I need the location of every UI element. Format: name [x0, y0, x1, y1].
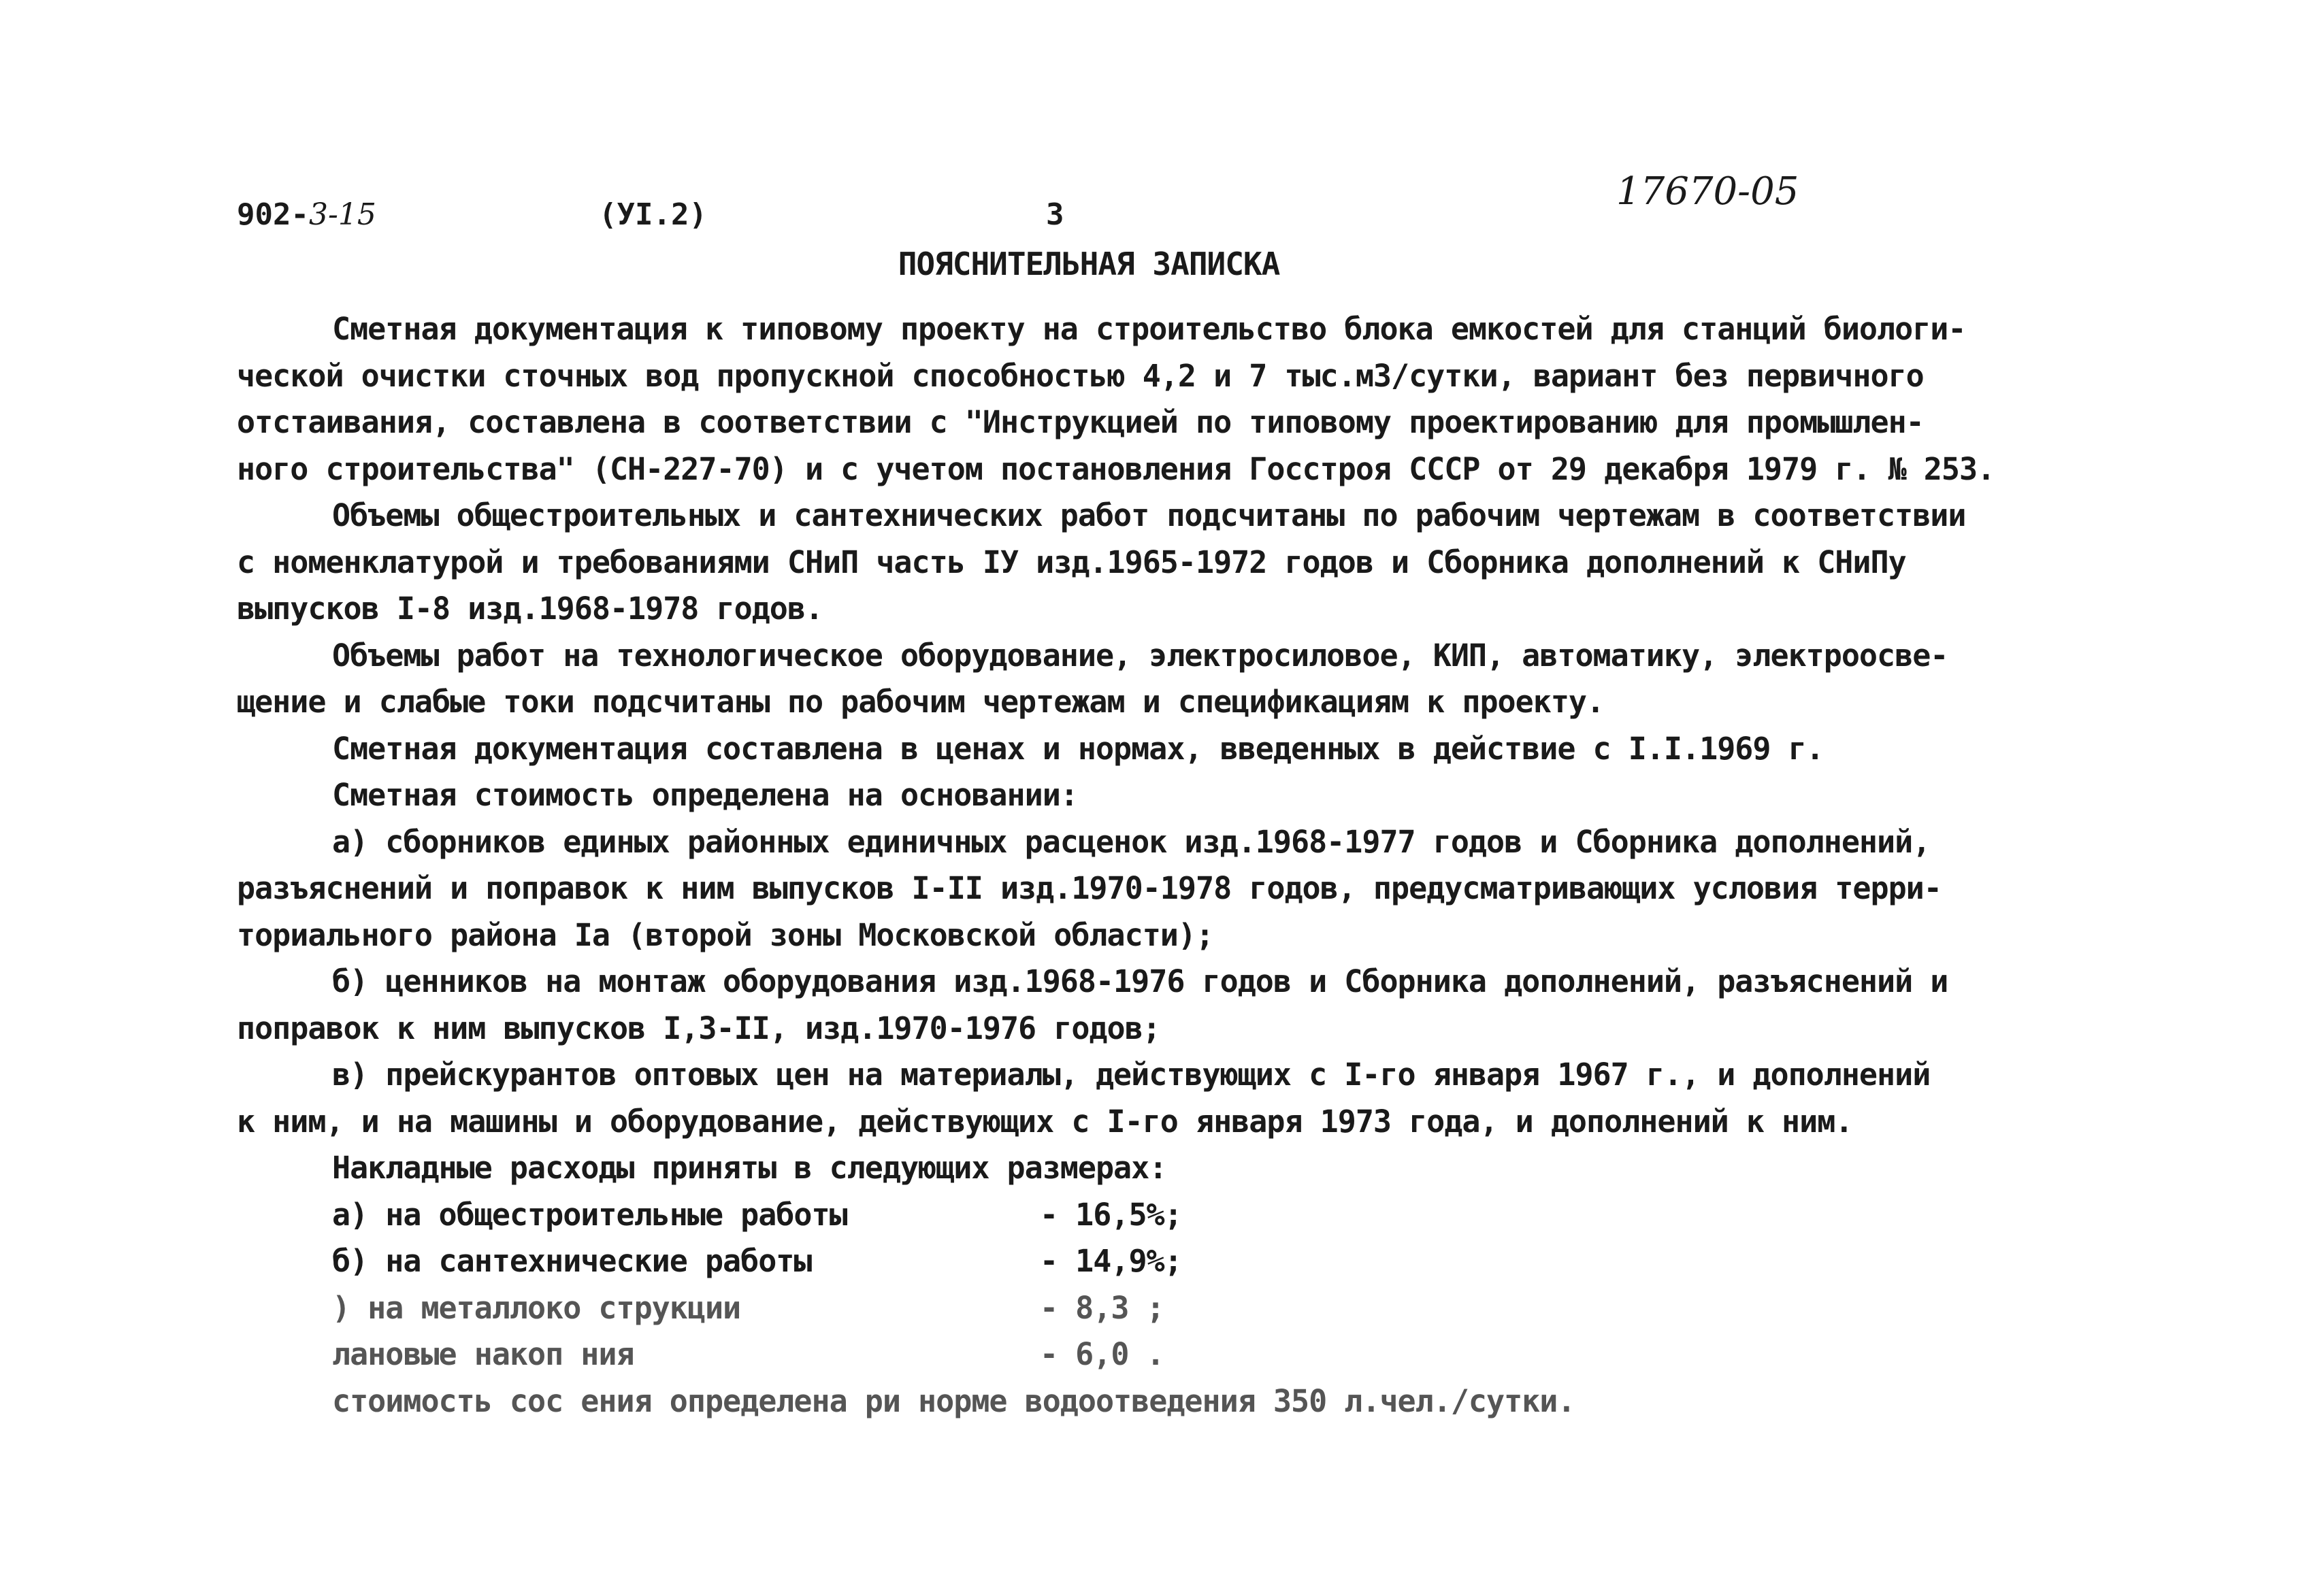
- body-line: разъяснений и поправок к ним выпусков I-II изд.1970-1978 годов, предусматривающих условия терри-: [237, 870, 1942, 906]
- body-line: выпусков I-8 изд.1968-1978 годов.: [237, 591, 823, 627]
- body-line: Сметная документация составлена в ценах и нормах, введенных в действие с I.I.1969 г.: [332, 730, 1824, 767]
- document-title: ПОЯСНИТЕЛЬНАЯ ЗАПИСКА: [898, 246, 1280, 282]
- document-code-printed: 902-: [237, 197, 309, 232]
- overhead-rate-value: - 6,0 .: [1040, 1336, 1164, 1372]
- overhead-rate-value: - 14,9%;: [1040, 1243, 1182, 1279]
- body-line: Объемы общестроительных и сантехнических работ подсчитаны по рабочим чертежам в соответствии: [332, 497, 1966, 533]
- overhead-rate-label: ) на металлоко струкции: [332, 1289, 741, 1326]
- overhead-rate-value: - 8,3 ;: [1040, 1289, 1164, 1326]
- document-section: (УI.2): [599, 197, 707, 232]
- body-line: Накладные расходы приняты в следующих размерах:: [332, 1150, 1167, 1186]
- body-line: ного строительства" (СН-227-70) и с учетом постановления Госстроя СССР от 29 декабря 1979 г. № 253.: [237, 450, 1995, 487]
- body-line: с номенклатурой и требованиями СНиП часть IУ изд.1965-1972 годов и Сборника дополнений к СНиПу: [237, 544, 1906, 580]
- overhead-rate-row: [237, 1238, 2115, 1285]
- closing-line: стоимость сос ения определена ри норме водоотведения 350 л.чел./сутки.: [332, 1382, 1575, 1419]
- body-line: щение и слабые токи подсчитаны по рабочим чертежам и спецификациям к проекту.: [237, 684, 1605, 720]
- body-line: поправок к ним выпусков I,3-II, изд.1970-1976 годов;: [237, 1010, 1160, 1046]
- body-line: к ним, и на машины и оборудование, действующих с I-го января 1973 года, и дополнений к ним.: [237, 1103, 1853, 1140]
- overhead-rate-label: а) на общестроительные работы: [332, 1196, 847, 1233]
- body-line: ториального района Iа (второй зоны Московской области);: [237, 916, 1214, 953]
- document-code-handwritten: 3-15: [308, 197, 376, 232]
- body-line: ческой очистки сточных вод пропускной способностью 4,2 и 7 тыс.м3/сутки, вариант без первичного: [237, 357, 1924, 394]
- archive-number: 17670-05: [1616, 169, 1799, 214]
- overhead-rate-label: б) на сантехнические работы: [332, 1243, 812, 1279]
- overhead-rate-row: [237, 1192, 2115, 1239]
- body-line: в) прейскурантов оптовых цен на материалы, действующих с I-го января 1967 г., и дополнений: [332, 1057, 1931, 1093]
- body-line: отстаивания, составлена в соответствии с "Инструкцией по типовому проектированию для промышлен-: [237, 404, 1924, 440]
- overhead-rate-label: лановые накоп ния: [332, 1336, 634, 1372]
- body-line: б) ценников на монтаж оборудования изд.1968-1976 годов и Сборника дополнений, разъяснений и: [332, 963, 1948, 999]
- body-line: Сметная документация к типовому проекту на строительство блока емкостей для станций биологи-: [332, 311, 1966, 347]
- overhead-rate-row: [237, 1285, 2115, 1332]
- body-line: Сметная стоимость определена на основании:: [332, 777, 1078, 813]
- document-code: [237, 195, 376, 235]
- overhead-rate-value: - 16,5%;: [1040, 1196, 1182, 1233]
- document-body: [237, 306, 2115, 1425]
- body-line: Объемы работ на технологическое оборудование, электросиловое, КИП, автоматику, электроосве-: [332, 637, 1948, 674]
- page-number: 3: [1046, 197, 1064, 232]
- overhead-rate-row: [237, 1331, 2115, 1378]
- body-line: а) сборников единых районных единичных расценок изд.1968-1977 годов и Сборника дополнений,: [332, 823, 1931, 860]
